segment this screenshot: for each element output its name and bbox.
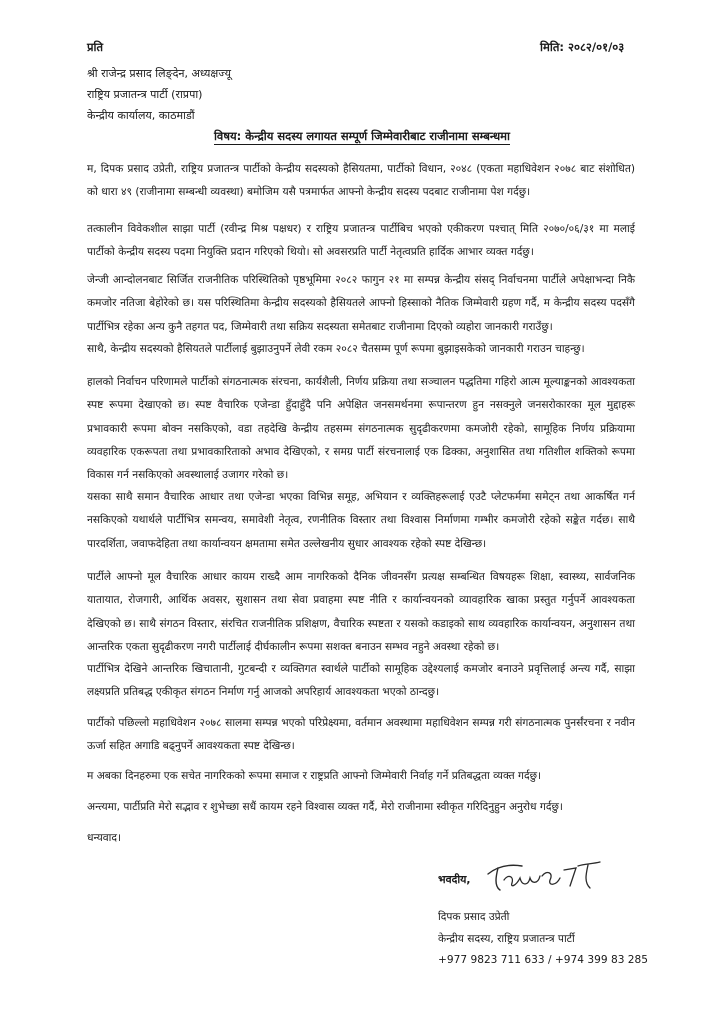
to-label: प्रति [87,40,104,54]
letter-date: मिति: २०८२/०१/०३ [540,40,625,54]
addressee-name: श्री राजेन्द्र प्रसाद लिङ्देन, अध्यक्षज्यू [87,67,231,80]
body-paragraph-7: पार्टीले आफ्नो मूल वैचारिक आधार कायम राख्दै आम नागरिकको दैनिक जीवनसँग प्रत्यक्ष सम्बन्धित विषयहरू शिक्षा, स्वास्थ्य, सार्वजनिक यातायात, रोजगारी, आर्थिक अवसर, सुशासन तथा सेवा प्रवाहमा स्पष्ट नीति र कार्यान्वयनको व्यावहारिक खाका प्रस्तुत गर्नुपर्ने आवश्यकता देखिएको छ। साथै संगठन विस्तार, संरचित राजनीतिक प्रशिक्षण, वैचारिक स्पष्टता र यसको कडाइको साथ व्यवहारिक कार्यान्वयन, अनुशासन तथा आन्तरिक एकता सुदृढीकरण नगरी पार्टीलाई दीर्घकालीन रूपमा सशक्त बनाउन सम्भव नहुने अवस्था रहेको छ। [87,571,635,653]
body-paragraph-1: म, दिपक प्रसाद उप्रेती, राष्ट्रिय प्रजातन्त्र पार्टीको केन्द्रीय सदस्यको हैसियतमा, पार्टीको विधान, २०४८ (एकता महाधिवेशन २०७८ बाट संशोधित) को धारा ४९ (राजीनामा सम्बन्धी व्यवस्था) बमोजिम यसै पत्रमार्फत आफ्नो केन्द्रीय सदस्य पदबाट राजीनामा पेश गर्दछु। [87,163,635,199]
body-paragraph-3: जेन्जी आन्दोलनबाट सिर्जित राजनीतिक परिस्थितिको पृष्ठभूमिमा २०८२ फागुन २१ मा सम्पन्न केन्द्रीय संसद् निर्वाचनमा पार्टीले अपेक्षाभन्दा निकै कमजोर नतिजा बेहोरेको छ। यस परिस्थितिमा केन्द्रीय सदस्यको हैसियतले आफ्नो हिस्साको नैतिक जिम्मेवारी ग्रहण गर्दै, म केन्द्रीय सदस्य पदसँगै पार्टीभित्र रहेका अन्य कुनै तहगत पद, जिम्मेवारी तथा सक्रिय सदस्यता समेतबाट राजीनामा दिएको व्यहोरा जानकारी गराउँछु। [87,274,635,333]
body-paragraph-9: पार्टीको पछिल्लो महाधिवेशन २०७८ सालमा सम्पन्न भएको परिप्रेक्ष्यमा, वर्तमान अवस्थामा महाधिवेशन सम्पन्न गरी संगठनात्मक पुनर्संरचना र नवीन ऊर्जा सहित अगाडि बढ्नुपर्ने आवश्यकता स्पष्ट देखिन्छ। [87,717,635,753]
body-paragraph-4: साथै, केन्द्रीय सदस्यको हैसियतले पार्टीलाई बुझाउनुपर्ने लेवी रकम २०८२ चैतसम्म पूर्ण रूपमा बुझाइसकेको जानकारी गराउन चाहन्छु। [87,343,585,355]
body-paragraph-11: अन्त्यमा, पार्टीप्रति मेरो सद्भाव र शुभेच्छा सधैं कायम रहने विश्वास व्यक्त गर्दै, मेरो राजीनामा स्वीकृत गरिदिनुहुन अनुरोध गर्दछु। [87,801,563,813]
regards-label: भवदीय, [438,873,471,886]
body-paragraph-2: तत्कालीन विवेकशील साझा पार्टी (रवीन्द्र मिश्र पक्षधर) र राष्ट्रिय प्रजातन्त्र पार्टीबिच भएको एकीकरण पश्चात् मिति २०७०/०६/३१ मा मलाई पार्टीको केन्द्रीय सदस्य पदमा नियुक्ति प्रदान गरिएको थियो। सो अवसरप्रति पार्टी नेतृत्वप्रति हार्दिक आभार व्यक्त गर्दछु। [87,223,635,259]
body-paragraph-5: हालको निर्वाचन परिणामले पार्टीको संगठनात्मक संरचना, कार्यशैली, निर्णय प्रक्रिया तथा सञ्चालन पद्धतिमा गहिरो आत्म मूल्याङ्कनको आवश्यकता स्पष्ट रूपमा देखाएको छ। स्पष्ट वैचारिक एजेन्डा हुँदाहुँदै पनि अपेक्षित जनसमर्थनमा रूपान्तरण हुन नसक्नुले जनसरोकारका मूल मुद्दाहरू प्रभावकारी रूपमा बोक्न नसकिएको, वडा तहदेखि केन्द्रीय तहसम्म संगठनात्मक सुदृढीकरणमा कमजोरी रहेको, सामूहिक निर्णय प्रक्रियामा व्यवहारिक एकरूपता तथा प्रभावकारिताको अभाव देखिएको, र समग्र पार्टी संरचनालाई एक ढिक्का, अनुशासित तथा गतिशील शक्तिको रूपमा विकास गर्न नसकिएको अवस्थालाई उजागर गरेको छ। [87,376,635,482]
body-paragraph-8: पार्टीभित्र देखिने आन्तरिक खिचातानी, गुटबन्दी र व्यक्तिगत स्वार्थले पार्टीको सामूहिक उद्देश्यलाई कमजोर बनाउने प्रवृत्तिलाई अन्त्य गर्दै, साझा लक्ष्यप्रति प्रतिबद्ध एकीकृत संगठन निर्माण गर्नु आजको अपरिहार्य आवश्यकता भएको ठान्दछु। [87,663,635,699]
addressee-party: राष्ट्रिय प्रजातन्त्र पार्टी (राप्रपा) [87,88,203,101]
thanks-line: धन्यवाद। [87,832,122,844]
body-paragraph-6: यसका साथै समान वैचारिक आधार तथा एजेन्डा भएका विभिन्न समूह, अभियान र व्यक्तिहरूलाई एउटै प्लेटफर्ममा समेट्न तथा आकर्षित गर्न नसकिएको यथार्थले पार्टीभित्र समन्वय, समावेशी नेतृत्व, रणनीतिक विस्तार तथा विश्वास निर्माणमा गम्भीर कमजोरी रहेको सङ्केत गर्दछ। साथै पारदर्शिता, जवाफदेहिता तथा कार्यान्वयन क्षमतामा समेत उल्लेखनीय सुधार आवश्यक रहेको स्पष्ट देखिन्छ। [87,491,635,550]
signatory-name: दिपक प्रसाद उप्रेती [438,911,510,923]
addressee-office: केन्द्रीय कार्यालय, काठमाडौं [87,109,195,122]
subject-text: विषय: केन्द्रीय सदस्य लगायत सम्पूर्ण जिम्मेवारीबाट राजीनामा सम्बन्धमा [213,129,511,143]
handwritten-signature-icon [484,856,604,896]
subject-line [0,129,724,144]
signatory-title: केन्द्रीय सदस्य, राष्ट्रिय प्रजातन्त्र पार्टी [438,933,575,945]
body-paragraph-10: म अबका दिनहरुमा एक सचेत नागरिकको रूपमा समाज र राष्ट्रप्रति आफ्नो जिम्मेवारी निर्वाह गर्ने प्रतिबद्धता व्यक्त गर्दछु। [87,770,542,782]
signatory-phones: +977 9823 711 633 / +974 399 83 285 [438,954,649,966]
